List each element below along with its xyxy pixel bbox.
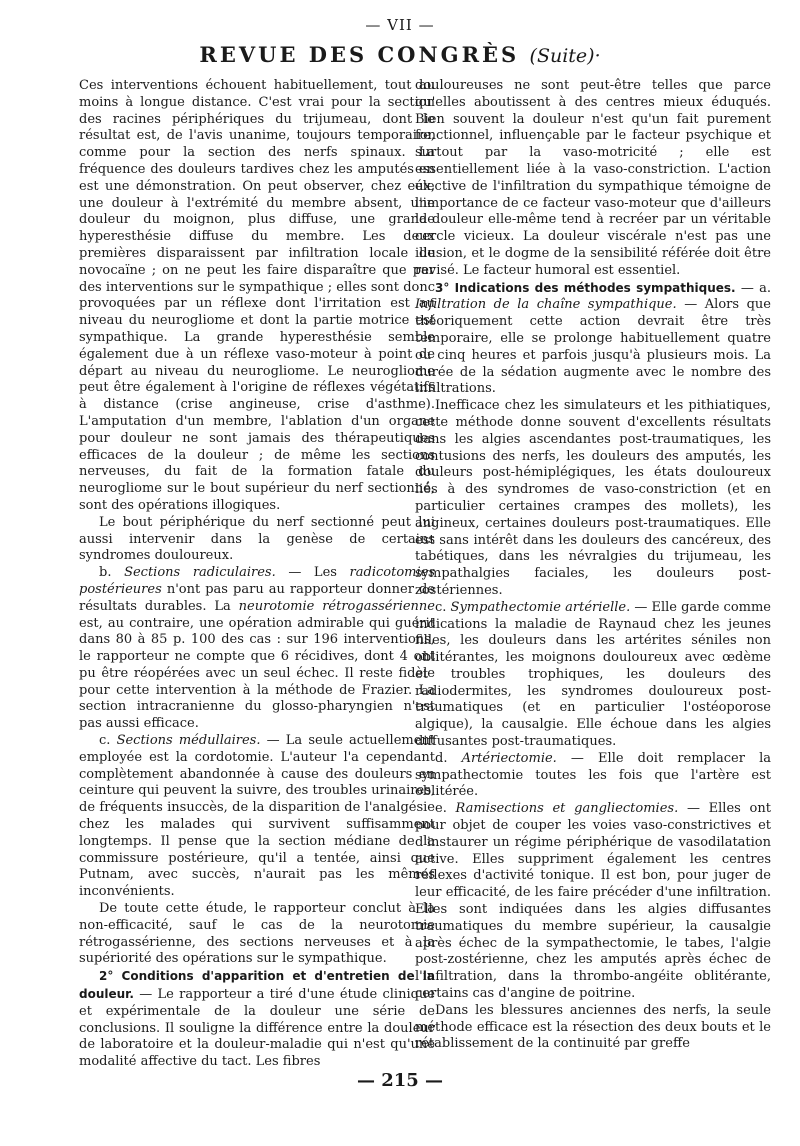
text-run: n'ont pas paru au rapporteur donner de résultats durables. La	[79, 581, 435, 614]
text-run: c.	[99, 733, 117, 749]
paragraph	[79, 733, 435, 901]
text-run: — a.	[735, 280, 771, 296]
paragraph: douloureuses ne sont peut-être telles que parce qu'elles aboutissent à des centres mieux éduqués. Bien souvent la douleur n'est qu'un fait purement fonctionnel, influençable par le facteur psychique et surtout par la vaso-motricité ; elle est essentiellement liée à la vaso-constriction. L'action élective de l'infiltration du sympathique témoigne de l'importance de ce facteur vaso-moteur que d'ailleurs la douleur elle-même tend à recréer par un véritable cercle vicieux. La douleur viscérale n'est pas une illusion, et le dogme de la sensibilité référée doit être revisé. Le facteur humoral est essentiel.	[415, 78, 771, 278]
folio-page-number: — 215 —	[356, 1070, 444, 1091]
paragraph	[415, 600, 771, 751]
text-run: — Elles ont pour objet de couper les voies vaso-constrictives et d'instaurer un régime périphérique de vasodilatation active. Elles suppriment également les centres réflexes d'activité tonique. Il est bon, pour juger de leur efficacité, de les faire précéder d'une infiltration. Elles sont indiquées dans les algies diffusantes traumatiques du membre supérieur, la causalgie après échec de la sympathectomie, le tabes, l'algie post-zostérienne, chez les amputés après échec de l'infiltration, dans la thrombo-angéite oblitérante, certains cas d'angine de poitrine.	[415, 801, 771, 1002]
paragraph: Ces interventions échouent habituellement, tout au moins à longue distance. C'est vrai pour la section des racines périphériques du trijumeau, dont le résultat est, de l'avis unanime, toujours temporaire, comme pour la section des nerfs spinaux. La fréquence des douleurs tardives chez les amputés en est une démonstration. On peut observer, chez eux, une douleur à l'extrémité du membre absent, une douleur du moignon, plus diffuse, une grande hyperesthésie diffuse du membre. Les deux premières disparaissent par infiltration locale de novocaïne ; on ne peut les faire disparaître que par des interventions sur le sympathique ; elles sont donc provoquées par un réflexe dont l'irritation est au niveau du neurogliome et dont la partie motrice est sympathique. La grande hyperesthésie semble également due à un réflexe vaso-moteur à point de départ au niveau du neurogliome. Le neurogliome peut être également à l'origine de réflexes végétatifs à distance (crise angineuse, crise d'asthme). L'amputation d'un membre, l'ablation d'un organe pour douleur ne sont jamais des thérapeutiques efficaces de la douleur ; de même les sections nerveuses, du fait de la formation fatale du neurogliome sur le bout supérieur du nerf sectionné, sont des opérations illogiques.	[79, 78, 435, 513]
subheading: Infiltration de la chaîne sympathique.	[415, 297, 677, 313]
subheading: Sympathectomie artérielle.	[450, 599, 631, 615]
title-suite: (Suite)·	[529, 45, 601, 67]
paragraph	[415, 801, 771, 1003]
text-run: — Alors que théoriquement cette action devrait être très temporaire, elle se prolonge habituellement quatre ou cinq heures et parfois jusqu'à plusieurs mois. La durée de la sédation augmente avec le nombre des infiltrations.	[415, 297, 771, 397]
section-title	[0, 42, 800, 67]
paragraph: Inefficace chez les simulateurs et les pithiatiques, cette méthode donne souvent d'excellents résultats dans les algies ascendantes post-traumatiques, les contusions des nerfs, les douleurs des amputés, les douleurs post-hémiplégiques, les états douloureux liés à des syndromes de vaso-constriction (et en particulier certaines crampes des mollets), les angineux, certaines douleurs post-traumatiques. Elle est sans intérêt dans les douleurs des cancéreux, des tabétiques, dans les névralgies du trijumeau, les sympathalgies faciales, les douleurs post-zostériennes.	[415, 398, 771, 598]
paragraph	[79, 565, 435, 733]
paragraph: Dans les blessures anciennes des nerfs, la seule méthode efficace est la résection des deux bouts et le rétablissement de la continuité par greffe	[415, 1002, 771, 1052]
section-heading: 3° Indications des méthodes sympathiques.	[435, 280, 736, 295]
subheading: Ramisections et gangliectomies.	[455, 801, 679, 817]
subheading: Sections radiculaires.	[124, 565, 276, 581]
italic-term: neurotomie rétrogassérienne	[238, 598, 435, 614]
left-column	[79, 78, 435, 1071]
text-run: c.	[435, 599, 451, 615]
text-run: e.	[435, 801, 456, 817]
text-run: — Elle garde comme indications la maladie de Raynaud chez les jeunes filles, les douleurs dans les artérites séniles non oblitérantes, les moignons douloureux avec œdème et troubles trophiques, les douleurs des radiodermites, les syndromes douloureux post-traumatiques (et en particulier l'ostéoporose algique), la causalgie. Elle échoue dans les algies diffusantes post-traumatiques.	[415, 599, 772, 750]
paragraph: De toute cette étude, le rapporteur conclut à la non-efficacité, sauf le cas de la neurotomie rétrogassérienne, des sections nerveuses et à la supériorité des opérations sur le sympathique.	[79, 901, 435, 967]
title-main: REVUE DES CONGRÈS	[199, 42, 520, 67]
right-column	[415, 78, 771, 1053]
paragraph	[415, 751, 771, 801]
text-run: — La seule actuellement employée est la cordotomie. L'auteur l'a cependant complètement abandonnée à cause des douleurs en ceinture qui peuvent la suivre, des troubles urinaires, de fréquents insuccès, de la disparition de l'analgésie chez les malades qui survivent suffisamment longtemps. Il pense que la section médiane de la commissure postérieure, qu'il a tentée, ainsi que Putnam, avec succès, n'aurait pas les mêmes inconvénients.	[79, 733, 436, 900]
text-run: est, au contraire, une opération admirable qui guérit dans 80 à 85 p. 100 des cas : sur 196 interventions, le rapporteur ne compte que 6 récidives, dont 4 ont pu être réopérées avec un seul échec. Il reste fidèle pour cette intervention à la méthode de Frazier. La section intracranienne du glosso-pharyngien n'est pas aussi efficace.	[79, 615, 435, 732]
italic-term: radicotomies postérieures	[79, 565, 435, 597]
text-run: — Elle doit remplacer la sympathectomie toutes les fois que l'artère est oblitérée.	[415, 750, 771, 800]
subheading: Sections médullaires.	[116, 733, 261, 749]
text-run: — Les	[275, 565, 350, 581]
roman-page-number: — VII —	[365, 16, 435, 34]
subheading: Artériectomie.	[461, 750, 557, 766]
text-run: b.	[99, 565, 125, 581]
text-run: d.	[435, 750, 462, 766]
paragraph: Le bout périphérique du nerf sectionné peut lui aussi intervenir dans la genèse de certains syndromes douloureux.	[79, 514, 435, 564]
paragraph	[415, 280, 771, 399]
section-heading: 2° Conditions d'apparition et d'entretien de la douleur.	[79, 969, 435, 1002]
paragraph	[79, 968, 435, 1071]
text-run: — Le rapporteur a tiré d'une étude clinique et expérimentale de la douleur une série de conclusions. Il souligne la différence entre la douleur de laboratoire et la douleur-maladie qui n'est qu'une modalité affective du tact. Les fibres	[79, 987, 435, 1070]
